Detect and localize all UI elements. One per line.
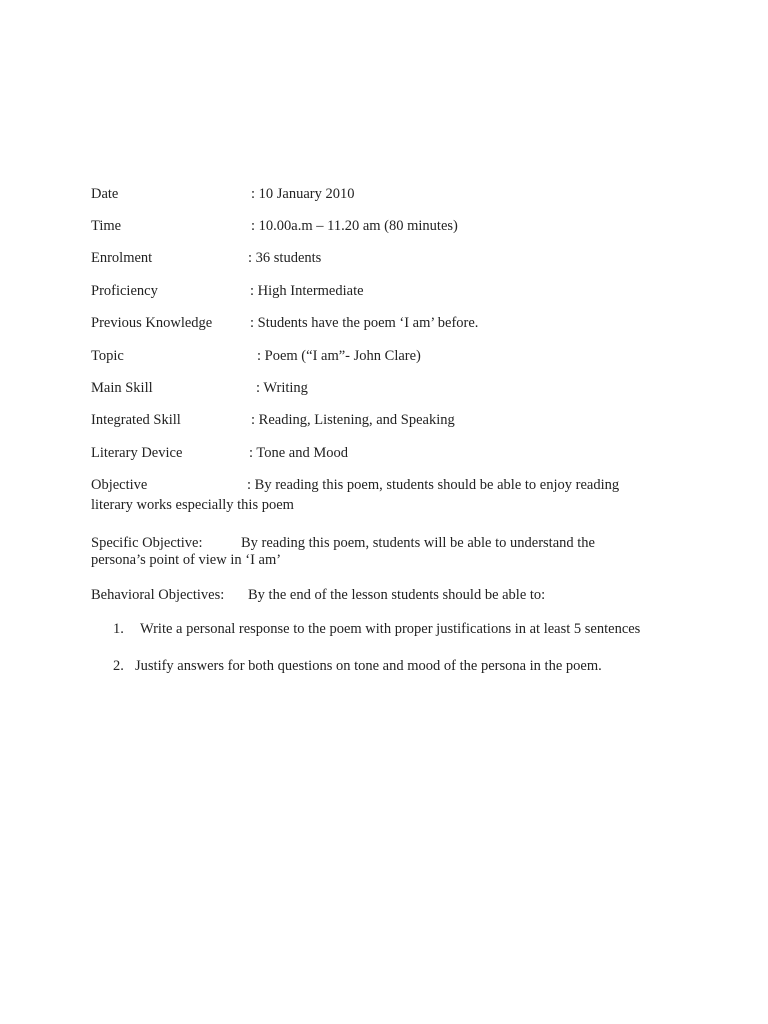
list-item-number: 2. — [113, 658, 124, 674]
field-label: Previous Knowledge — [91, 315, 213, 331]
field-value: : 10.00a.m – 11.20 am (80 minutes) — [251, 218, 458, 234]
list-item-text: Write a personal response to the poem with proper justifications in at least 5 sentences — [140, 621, 641, 637]
field-value: : Students have the poem ‘I am’ before. — [250, 315, 479, 331]
behavioral-objectives-label: Behavioral Objectives: — [91, 587, 225, 603]
field-label: Integrated Skill — [91, 412, 181, 428]
field-label: Time — [91, 218, 122, 234]
field-value: : Poem (“I am”- John Clare) — [257, 348, 421, 364]
field-label: Date — [91, 186, 119, 202]
specific-objective-value: By reading this poem, students will be able to understand the — [241, 535, 595, 551]
field-value: : Reading, Listening, and Speaking — [251, 412, 455, 428]
field-label: Enrolment — [91, 250, 153, 266]
field-value: : Tone and Mood — [249, 445, 349, 461]
behavioral-objectives-value: By the end of the lesson students should be able to: — [248, 587, 546, 603]
specific-objective-continuation: persona’s point of view in ‘I am’ — [91, 552, 282, 568]
field-value: : High Intermediate — [250, 283, 364, 299]
field-label: Main Skill — [91, 380, 153, 396]
field-label: Proficiency — [91, 283, 158, 299]
field-label: Topic — [91, 348, 124, 364]
field-value: : 10 January 2010 — [251, 186, 355, 202]
field-label: Literary Device — [91, 445, 183, 461]
field-value: : 36 students — [248, 250, 322, 266]
specific-objective-label: Specific Objective: — [91, 535, 203, 551]
objective-value: : By reading this poem, students should be able to enjoy reading — [247, 477, 620, 493]
objective-continuation: literary works especially this poem — [91, 497, 294, 513]
objective-label: Objective — [91, 477, 148, 493]
list-item-number: 1. — [113, 621, 124, 637]
specific-objective-block — [91, 534, 691, 570]
objective-block — [91, 476, 691, 515]
list-item-text: Justify answers for both questions on tone and mood of the persona in the poem. — [135, 658, 602, 674]
field-value: : Writing — [256, 380, 308, 396]
